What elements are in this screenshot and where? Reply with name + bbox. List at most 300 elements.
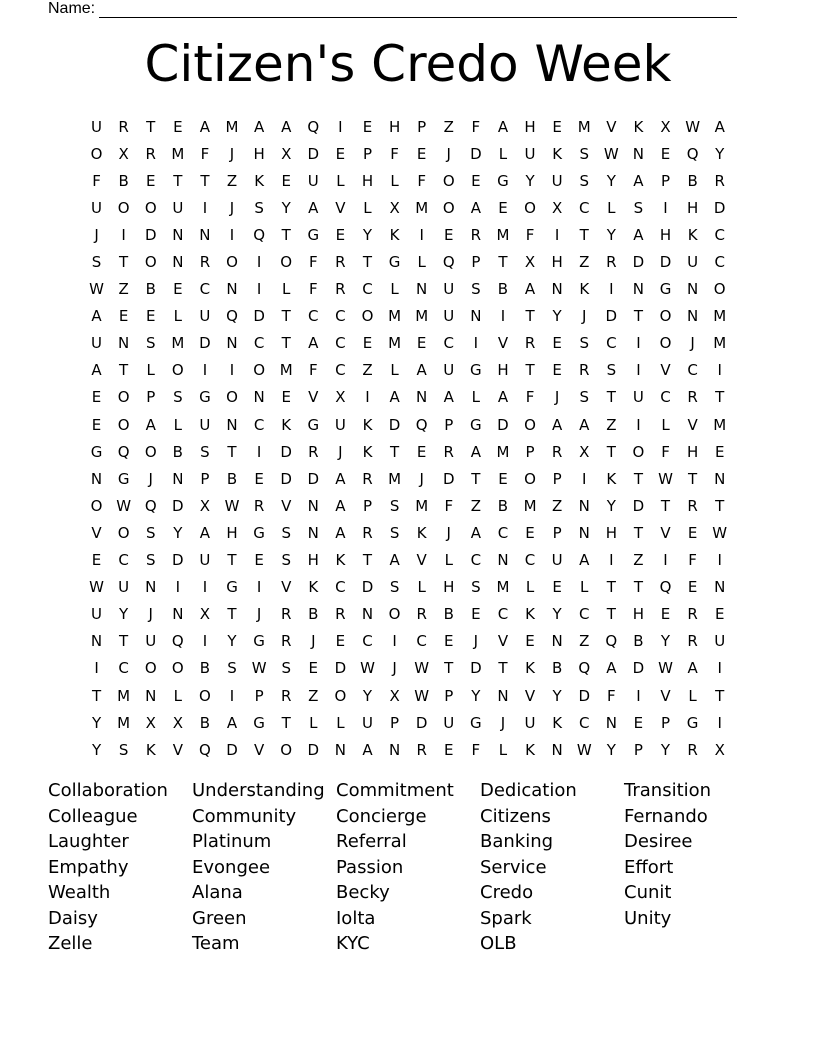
grid-cell[interactable]: T bbox=[471, 469, 481, 488]
grid-cell[interactable]: V bbox=[497, 334, 509, 353]
grid-cell[interactable]: C bbox=[118, 551, 129, 570]
grid-cell[interactable]: D bbox=[470, 144, 482, 163]
grid-cell[interactable]: I bbox=[636, 334, 641, 353]
grid-cell[interactable]: I bbox=[717, 659, 722, 678]
grid-cell[interactable]: C bbox=[335, 334, 346, 353]
grid-cell[interactable]: J bbox=[500, 713, 506, 732]
grid-cell[interactable]: S bbox=[471, 578, 481, 597]
grid-cell[interactable]: S bbox=[606, 361, 617, 380]
grid-cell[interactable]: C bbox=[578, 713, 590, 732]
grid-cell[interactable]: K bbox=[362, 415, 373, 434]
grid-cell[interactable]: F bbox=[308, 361, 318, 380]
grid-cell[interactable]: P bbox=[444, 686, 454, 705]
grid-cell[interactable]: K bbox=[308, 578, 319, 597]
grid-cell[interactable]: F bbox=[471, 740, 481, 759]
grid-cell[interactable]: D bbox=[415, 713, 428, 732]
grid-cell[interactable]: M bbox=[388, 469, 402, 488]
grid-cell[interactable]: U bbox=[307, 171, 319, 190]
grid-cell[interactable]: H bbox=[632, 605, 645, 624]
grid-cell[interactable]: J bbox=[690, 334, 695, 353]
grid-cell[interactable]: C bbox=[578, 198, 590, 217]
grid-cell[interactable]: A bbox=[199, 523, 211, 542]
grid-cell[interactable]: R bbox=[687, 740, 698, 759]
grid-cell[interactable]: L bbox=[336, 171, 345, 190]
grid-cell[interactable]: J bbox=[148, 469, 153, 488]
grid-cell[interactable]: E bbox=[714, 442, 725, 461]
grid-cell[interactable]: U bbox=[443, 307, 455, 326]
grid-cell[interactable]: O bbox=[117, 388, 130, 407]
grid-cell[interactable]: A bbox=[552, 415, 563, 434]
grid-cell[interactable]: C bbox=[253, 334, 265, 353]
grid-cell[interactable]: L bbox=[390, 280, 399, 299]
grid-cell[interactable]: J bbox=[392, 659, 397, 678]
grid-cell[interactable]: N bbox=[90, 469, 103, 488]
grid-cell[interactable]: Y bbox=[715, 144, 725, 163]
grid-cell[interactable]: E bbox=[471, 171, 481, 190]
grid-cell[interactable]: R bbox=[308, 442, 319, 461]
grid-cell[interactable]: A bbox=[687, 659, 698, 678]
grid-cell[interactable]: F bbox=[525, 225, 535, 244]
grid-cell[interactable]: V bbox=[660, 361, 671, 380]
grid-cell[interactable]: R bbox=[335, 253, 346, 272]
grid-cell[interactable]: W bbox=[116, 496, 132, 515]
grid-cell[interactable]: S bbox=[281, 523, 291, 542]
grid-cell[interactable]: R bbox=[280, 632, 292, 651]
grid-cell[interactable]: E bbox=[525, 632, 535, 651]
grid-cell[interactable]: M bbox=[415, 307, 429, 326]
grid-cell[interactable]: O bbox=[524, 415, 536, 434]
grid-cell[interactable]: R bbox=[145, 144, 156, 163]
grid-cell[interactable]: H bbox=[443, 578, 455, 597]
grid-cell[interactable]: S bbox=[579, 144, 589, 163]
grid-cell[interactable]: E bbox=[552, 361, 562, 380]
grid-cell[interactable]: N bbox=[578, 496, 590, 515]
grid-cell[interactable]: E bbox=[173, 280, 183, 299]
grid-cell[interactable]: N bbox=[605, 713, 617, 732]
grid-cell[interactable]: I bbox=[609, 551, 614, 570]
grid-cell[interactable]: W bbox=[89, 578, 104, 597]
grid-cell[interactable]: C bbox=[335, 578, 346, 597]
grid-cell[interactable]: L bbox=[363, 198, 372, 217]
grid-cell[interactable]: N bbox=[388, 740, 401, 759]
grid-cell[interactable]: R bbox=[280, 686, 292, 705]
grid-cell[interactable]: M bbox=[171, 334, 185, 353]
grid-cell[interactable]: V bbox=[497, 632, 509, 651]
grid-cell[interactable]: O bbox=[280, 740, 293, 759]
grid-cell[interactable]: N bbox=[199, 225, 211, 244]
grid-cell[interactable]: V bbox=[172, 740, 183, 759]
grid-cell[interactable]: O bbox=[171, 659, 184, 678]
grid-cell[interactable]: Y bbox=[227, 632, 237, 651]
grid-cell[interactable]: U bbox=[443, 713, 455, 732]
grid-cell[interactable]: R bbox=[443, 442, 454, 461]
grid-cell[interactable]: E bbox=[525, 523, 535, 542]
grid-cell[interactable]: G bbox=[497, 171, 509, 190]
grid-cell[interactable]: T bbox=[715, 686, 725, 705]
grid-cell[interactable]: H bbox=[307, 551, 319, 570]
grid-cell[interactable]: X bbox=[281, 144, 292, 163]
grid-cell[interactable]: Y bbox=[606, 740, 616, 759]
grid-cell[interactable]: Z bbox=[633, 551, 644, 570]
grid-cell[interactable]: U bbox=[91, 334, 103, 353]
grid-cell[interactable]: M bbox=[117, 686, 131, 705]
grid-cell[interactable]: K bbox=[552, 713, 563, 732]
grid-cell[interactable]: Q bbox=[605, 632, 618, 651]
grid-cell[interactable]: U bbox=[687, 253, 699, 272]
grid-cell[interactable]: S bbox=[389, 523, 400, 542]
grid-cell[interactable]: U bbox=[443, 361, 455, 380]
grid-cell[interactable]: I bbox=[229, 361, 235, 380]
grid-cell[interactable]: K bbox=[633, 117, 644, 136]
grid-cell[interactable]: T bbox=[715, 388, 725, 407]
grid-cell[interactable]: A bbox=[606, 659, 617, 678]
grid-cell[interactable]: W bbox=[603, 144, 619, 163]
grid-cell[interactable]: B bbox=[199, 659, 211, 678]
grid-cell[interactable]: D bbox=[388, 415, 401, 434]
grid-cell[interactable]: Y bbox=[91, 713, 102, 732]
grid-cell[interactable]: L bbox=[173, 415, 182, 434]
grid-cell[interactable]: Y bbox=[552, 307, 562, 326]
grid-cell[interactable]: Y bbox=[91, 740, 102, 759]
grid-cell[interactable]: F bbox=[308, 280, 318, 299]
grid-cell[interactable]: U bbox=[551, 171, 563, 190]
grid-cell[interactable]: I bbox=[175, 578, 181, 597]
grid-cell[interactable]: O bbox=[442, 171, 455, 190]
grid-cell[interactable]: R bbox=[687, 388, 698, 407]
grid-cell[interactable]: S bbox=[633, 198, 644, 217]
grid-cell[interactable]: Q bbox=[226, 307, 238, 326]
grid-cell[interactable]: D bbox=[280, 469, 292, 488]
grid-cell[interactable]: S bbox=[145, 523, 156, 542]
grid-cell[interactable]: T bbox=[444, 659, 454, 678]
grid-cell[interactable]: T bbox=[525, 361, 535, 380]
grid-cell[interactable]: I bbox=[256, 578, 262, 597]
grid-cell[interactable]: M bbox=[713, 334, 727, 353]
grid-cell[interactable]: N bbox=[172, 253, 184, 272]
grid-cell[interactable]: A bbox=[335, 523, 346, 542]
grid-cell[interactable]: U bbox=[632, 388, 644, 407]
grid-cell[interactable]: E bbox=[362, 334, 373, 353]
grid-cell[interactable]: A bbox=[497, 117, 509, 136]
grid-cell[interactable]: L bbox=[471, 388, 481, 407]
grid-cell[interactable]: L bbox=[688, 686, 697, 705]
grid-cell[interactable]: I bbox=[419, 225, 424, 244]
grid-cell[interactable]: O bbox=[144, 198, 157, 217]
grid-cell[interactable]: U bbox=[334, 415, 346, 434]
grid-cell[interactable]: M bbox=[415, 496, 429, 515]
grid-cell[interactable]: X bbox=[524, 253, 536, 272]
grid-cell[interactable]: W bbox=[251, 659, 267, 678]
grid-cell[interactable]: J bbox=[446, 523, 451, 542]
grid-cell[interactable]: P bbox=[552, 523, 562, 542]
grid-cell[interactable]: N bbox=[226, 415, 238, 434]
grid-cell[interactable]: Z bbox=[362, 361, 373, 380]
grid-cell[interactable]: M bbox=[117, 713, 131, 732]
grid-cell[interactable]: Z bbox=[470, 496, 481, 515]
grid-cell[interactable]: Y bbox=[606, 496, 616, 515]
grid-cell[interactable]: C bbox=[687, 361, 698, 380]
grid-cell[interactable]: L bbox=[173, 686, 182, 705]
grid-cell[interactable]: R bbox=[362, 469, 373, 488]
grid-cell[interactable]: A bbox=[470, 523, 481, 542]
grid-cell[interactable]: X bbox=[145, 713, 156, 732]
grid-cell[interactable]: Y bbox=[660, 740, 671, 759]
grid-cell[interactable]: X bbox=[118, 144, 129, 163]
grid-cell[interactable]: N bbox=[253, 388, 265, 407]
grid-cell[interactable]: G bbox=[117, 469, 130, 488]
grid-cell[interactable]: U bbox=[199, 307, 211, 326]
grid-cell[interactable]: M bbox=[577, 117, 591, 136]
grid-cell[interactable]: O bbox=[117, 415, 130, 434]
grid-cell[interactable]: S bbox=[145, 551, 156, 570]
grid-cell[interactable]: I bbox=[717, 713, 722, 732]
grid-cell[interactable]: S bbox=[200, 442, 210, 461]
grid-cell[interactable]: E bbox=[281, 388, 291, 407]
grid-cell[interactable]: Y bbox=[119, 605, 129, 624]
grid-cell[interactable]: E bbox=[91, 388, 102, 407]
grid-cell[interactable]: N bbox=[686, 307, 699, 326]
grid-cell[interactable]: J bbox=[94, 225, 99, 244]
grid-cell[interactable]: K bbox=[525, 659, 535, 678]
grid-cell[interactable]: E bbox=[362, 117, 373, 136]
grid-cell[interactable]: V bbox=[253, 740, 265, 759]
grid-cell[interactable]: H bbox=[605, 523, 617, 542]
grid-cell[interactable]: U bbox=[91, 605, 103, 624]
grid-cell[interactable]: O bbox=[90, 496, 103, 515]
grid-cell[interactable]: D bbox=[632, 496, 645, 515]
grid-cell[interactable]: R bbox=[606, 253, 617, 272]
grid-cell[interactable]: I bbox=[636, 686, 641, 705]
grid-cell[interactable]: E bbox=[308, 659, 319, 678]
grid-cell[interactable]: E bbox=[335, 225, 346, 244]
grid-cell[interactable]: Z bbox=[118, 280, 129, 299]
grid-cell[interactable]: Y bbox=[362, 686, 373, 705]
grid-cell[interactable]: R bbox=[335, 280, 346, 299]
grid-cell[interactable]: P bbox=[660, 713, 671, 732]
grid-cell[interactable]: E bbox=[633, 713, 644, 732]
grid-cell[interactable]: T bbox=[498, 253, 508, 272]
grid-cell[interactable]: T bbox=[281, 307, 291, 326]
grid-cell[interactable]: Z bbox=[552, 496, 563, 515]
grid-cell[interactable]: D bbox=[172, 551, 184, 570]
grid-cell[interactable]: E bbox=[444, 740, 454, 759]
grid-cell[interactable]: F bbox=[308, 253, 318, 272]
grid-cell[interactable]: V bbox=[91, 523, 102, 542]
grid-cell[interactable]: A bbox=[633, 225, 644, 244]
grid-cell[interactable]: Q bbox=[144, 496, 157, 515]
grid-cell[interactable]: N bbox=[226, 334, 238, 353]
grid-cell[interactable]: L bbox=[390, 171, 399, 190]
grid-cell[interactable]: J bbox=[229, 198, 235, 217]
grid-cell[interactable]: D bbox=[632, 253, 645, 272]
grid-cell[interactable]: U bbox=[172, 198, 184, 217]
grid-cell[interactable]: R bbox=[118, 117, 129, 136]
grid-cell[interactable]: U bbox=[199, 551, 211, 570]
grid-cell[interactable]: O bbox=[713, 280, 726, 299]
grid-cell[interactable]: P bbox=[146, 388, 156, 407]
grid-cell[interactable]: Y bbox=[660, 632, 671, 651]
grid-cell[interactable]: U bbox=[714, 632, 726, 651]
grid-cell[interactable]: T bbox=[633, 307, 643, 326]
grid-cell[interactable]: L bbox=[498, 740, 508, 759]
grid-cell[interactable]: H bbox=[253, 144, 265, 163]
grid-cell[interactable]: H bbox=[686, 442, 699, 461]
grid-cell[interactable]: C bbox=[362, 632, 373, 651]
grid-cell[interactable]: T bbox=[146, 117, 156, 136]
grid-cell[interactable]: E bbox=[416, 334, 427, 353]
grid-cell[interactable]: Z bbox=[579, 253, 590, 272]
grid-cell[interactable]: K bbox=[579, 280, 590, 299]
grid-cell[interactable]: E bbox=[552, 334, 562, 353]
grid-cell[interactable]: Z bbox=[308, 686, 319, 705]
grid-cell[interactable]: I bbox=[636, 361, 641, 380]
grid-cell[interactable]: M bbox=[496, 578, 510, 597]
grid-cell[interactable]: V bbox=[281, 496, 292, 515]
grid-cell[interactable]: P bbox=[633, 740, 643, 759]
grid-cell[interactable]: R bbox=[687, 496, 698, 515]
grid-cell[interactable]: P bbox=[660, 171, 671, 190]
grid-cell[interactable]: D bbox=[307, 144, 320, 163]
grid-cell[interactable]: C bbox=[443, 334, 454, 353]
grid-cell[interactable]: C bbox=[362, 280, 373, 299]
grid-cell[interactable]: H bbox=[497, 361, 509, 380]
grid-cell[interactable]: X bbox=[660, 117, 671, 136]
grid-cell[interactable]: E bbox=[254, 551, 264, 570]
grid-cell[interactable]: I bbox=[202, 632, 208, 651]
grid-cell[interactable]: S bbox=[579, 171, 589, 190]
grid-cell[interactable]: Q bbox=[659, 578, 672, 597]
grid-cell[interactable]: X bbox=[552, 198, 563, 217]
grid-cell[interactable]: E bbox=[660, 605, 671, 624]
grid-cell[interactable]: G bbox=[470, 713, 482, 732]
grid-cell[interactable]: N bbox=[632, 144, 645, 163]
grid-cell[interactable]: O bbox=[90, 144, 103, 163]
grid-cell[interactable]: N bbox=[416, 280, 428, 299]
grid-cell[interactable]: B bbox=[497, 280, 509, 299]
grid-cell[interactable]: A bbox=[579, 415, 590, 434]
grid-cell[interactable]: M bbox=[496, 225, 510, 244]
grid-cell[interactable]: Y bbox=[281, 198, 291, 217]
grid-cell[interactable]: E bbox=[687, 523, 698, 542]
grid-cell[interactable]: A bbox=[281, 117, 292, 136]
grid-cell[interactable]: J bbox=[229, 144, 235, 163]
grid-cell[interactable]: S bbox=[389, 496, 400, 515]
grid-cell[interactable]: A bbox=[714, 117, 725, 136]
grid-cell[interactable]: E bbox=[471, 605, 481, 624]
grid-cell[interactable]: N bbox=[551, 280, 563, 299]
grid-cell[interactable]: O bbox=[361, 307, 374, 326]
grid-cell[interactable]: U bbox=[361, 713, 373, 732]
grid-cell[interactable]: A bbox=[470, 442, 481, 461]
grid-cell[interactable]: D bbox=[307, 469, 320, 488]
grid-cell[interactable]: D bbox=[144, 225, 157, 244]
grid-cell[interactable]: W bbox=[414, 686, 430, 705]
grid-cell[interactable]: N bbox=[470, 307, 482, 326]
grid-cell[interactable]: P bbox=[417, 117, 427, 136]
grid-cell[interactable]: C bbox=[497, 605, 509, 624]
grid-cell[interactable]: K bbox=[389, 225, 400, 244]
grid-cell[interactable]: B bbox=[172, 442, 183, 461]
grid-cell[interactable]: H bbox=[388, 117, 401, 136]
grid-cell[interactable]: V bbox=[308, 388, 319, 407]
grid-cell[interactable]: O bbox=[253, 361, 266, 380]
grid-cell[interactable]: O bbox=[144, 442, 157, 461]
grid-cell[interactable]: D bbox=[659, 253, 672, 272]
grid-cell[interactable]: A bbox=[443, 388, 454, 407]
grid-cell[interactable]: V bbox=[660, 686, 671, 705]
grid-cell[interactable]: L bbox=[417, 578, 426, 597]
grid-cell[interactable]: W bbox=[414, 659, 430, 678]
grid-cell[interactable]: E bbox=[552, 117, 562, 136]
grid-cell[interactable]: K bbox=[335, 551, 346, 570]
grid-cell[interactable]: D bbox=[253, 307, 265, 326]
grid-cell[interactable]: O bbox=[388, 605, 401, 624]
grid-cell[interactable]: O bbox=[442, 198, 455, 217]
grid-cell[interactable]: W bbox=[224, 496, 240, 515]
grid-cell[interactable]: O bbox=[226, 388, 238, 407]
grid-cell[interactable]: I bbox=[554, 225, 560, 244]
grid-cell[interactable]: I bbox=[202, 361, 208, 380]
grid-cell[interactable]: X bbox=[579, 442, 590, 461]
grid-cell[interactable]: I bbox=[229, 686, 235, 705]
grid-cell[interactable]: C bbox=[416, 632, 427, 651]
name-underline[interactable] bbox=[99, 3, 737, 18]
grid-cell[interactable]: L bbox=[661, 415, 670, 434]
grid-cell[interactable]: L bbox=[282, 280, 291, 299]
grid-cell[interactable]: R bbox=[335, 605, 346, 624]
grid-cell[interactable]: P bbox=[200, 469, 210, 488]
grid-cell[interactable]: P bbox=[254, 686, 264, 705]
grid-cell[interactable]: G bbox=[253, 713, 265, 732]
grid-cell[interactable]: T bbox=[91, 686, 102, 705]
grid-cell[interactable]: S bbox=[281, 659, 291, 678]
grid-cell[interactable]: A bbox=[416, 361, 427, 380]
grid-cell[interactable]: E bbox=[335, 144, 346, 163]
grid-cell[interactable]: E bbox=[444, 632, 454, 651]
grid-cell[interactable]: I bbox=[663, 551, 668, 570]
grid-cell[interactable]: E bbox=[660, 144, 671, 163]
grid-cell[interactable]: N bbox=[551, 740, 563, 759]
grid-cell[interactable]: V bbox=[660, 523, 671, 542]
grid-cell[interactable]: L bbox=[390, 361, 399, 380]
grid-cell[interactable]: E bbox=[416, 144, 427, 163]
grid-cell[interactable]: E bbox=[687, 578, 698, 597]
grid-cell[interactable]: H bbox=[686, 198, 699, 217]
grid-cell[interactable]: B bbox=[308, 605, 319, 624]
grid-cell[interactable]: O bbox=[334, 686, 347, 705]
grid-cell[interactable]: R bbox=[687, 605, 698, 624]
grid-cell[interactable]: O bbox=[524, 469, 536, 488]
grid-cell[interactable]: A bbox=[362, 740, 373, 759]
grid-cell[interactable]: E bbox=[173, 117, 183, 136]
grid-cell[interactable]: F bbox=[661, 442, 670, 461]
grid-cell[interactable]: X bbox=[389, 686, 400, 705]
grid-cell[interactable]: E bbox=[552, 578, 562, 597]
grid-cell[interactable]: N bbox=[226, 280, 238, 299]
grid-cell[interactable]: U bbox=[524, 144, 536, 163]
grid-cell[interactable]: W bbox=[89, 280, 104, 299]
grid-cell[interactable]: H bbox=[361, 171, 374, 190]
grid-cell[interactable]: D bbox=[172, 496, 184, 515]
grid-cell[interactable]: G bbox=[470, 361, 482, 380]
grid-cell[interactable]: E bbox=[714, 605, 725, 624]
grid-cell[interactable]: U bbox=[118, 578, 130, 597]
grid-cell[interactable]: W bbox=[685, 117, 701, 136]
grid-cell[interactable]: D bbox=[361, 578, 374, 597]
grid-cell[interactable]: E bbox=[335, 632, 346, 651]
grid-cell[interactable]: L bbox=[498, 144, 508, 163]
grid-cell[interactable]: R bbox=[280, 605, 292, 624]
